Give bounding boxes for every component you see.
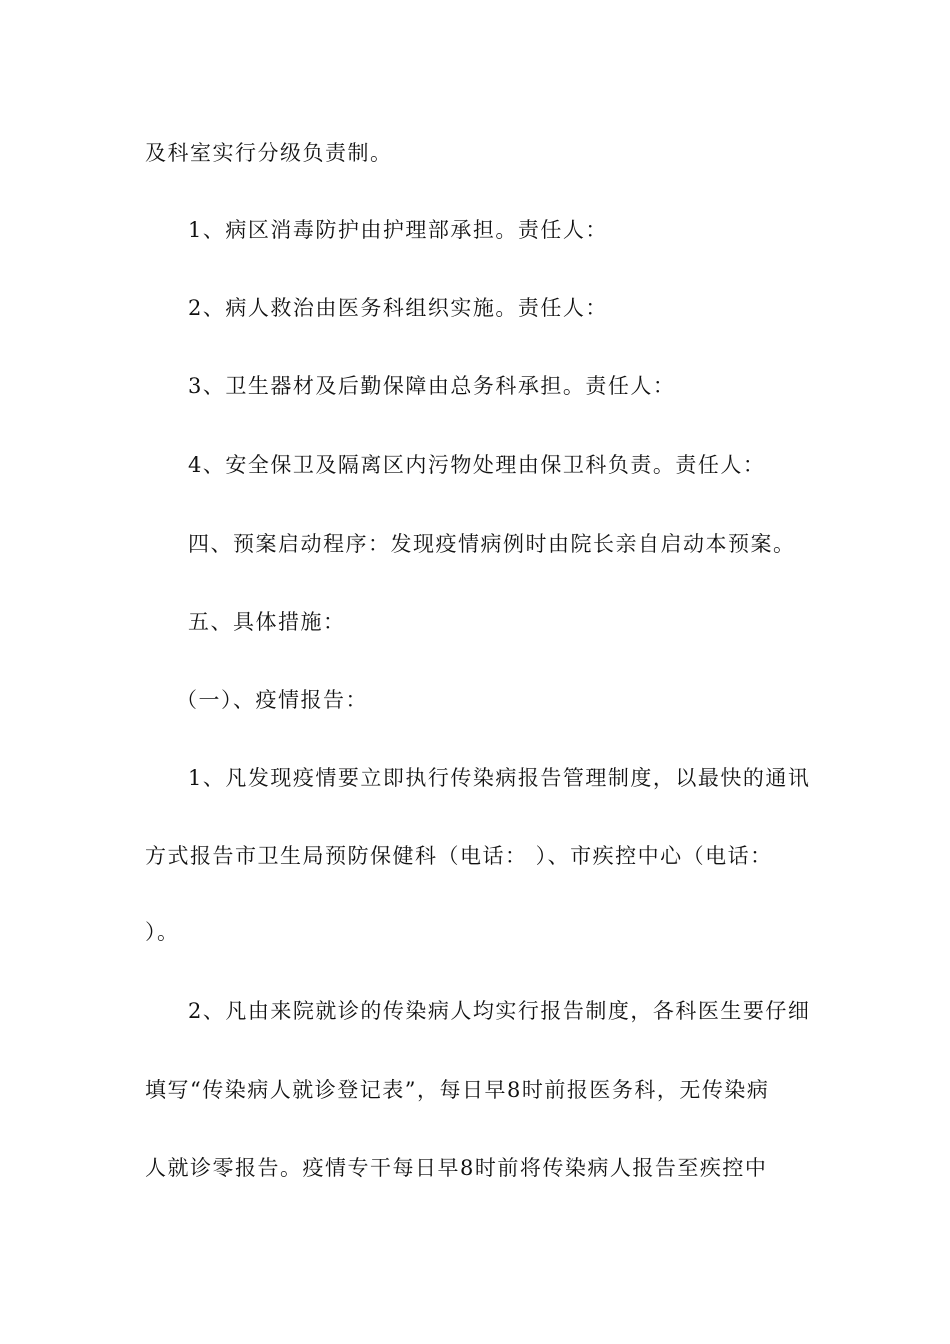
section-heading-4: 四、预案启动程序：发现疫情病例时由院长亲自启动本预案。 xyxy=(188,532,796,556)
report-item-1-line-2: 方式报告市卫生局预防保健科（电话： ）、市疾控中心（电话： xyxy=(145,844,773,868)
responsibility-item-3: 3、卫生器材及后勤保障由总务科承担。责任人： xyxy=(188,374,676,398)
report-item-1-line-1: 1、凡发现疫情要立即执行传染病报告管理制度，以最快的通讯 xyxy=(188,766,811,790)
section-heading-5: 五、具体措施： xyxy=(188,610,346,634)
report-item-1-line-3: ）。 xyxy=(145,920,180,944)
responsibility-item-1: 1、病区消毒防护由护理部承担。责任人： xyxy=(188,218,608,242)
report-item-2-line-2: 填写“传染病人就诊登记表”，每日早8时前报医务科，无传染病 xyxy=(145,1078,770,1102)
responsibility-item-4: 4、安全保卫及隔离区内污物处理由保卫科负责。责任人： xyxy=(188,453,766,477)
report-item-2-line-1: 2、凡由来院就诊的传染病人均实行报告制度，各科医生要仔细 xyxy=(188,999,811,1023)
paragraph-line-0: 及科室实行分级负责制。 xyxy=(145,141,393,165)
report-item-2-line-3: 人就诊零报告。疫情专干每日早8时前将传染病人报告至疾控中 xyxy=(145,1156,768,1180)
responsibility-item-2: 2、病人救治由医务科组织实施。责任人： xyxy=(188,296,608,320)
subsection-heading-1: （一）、疫情报告： xyxy=(176,688,368,712)
